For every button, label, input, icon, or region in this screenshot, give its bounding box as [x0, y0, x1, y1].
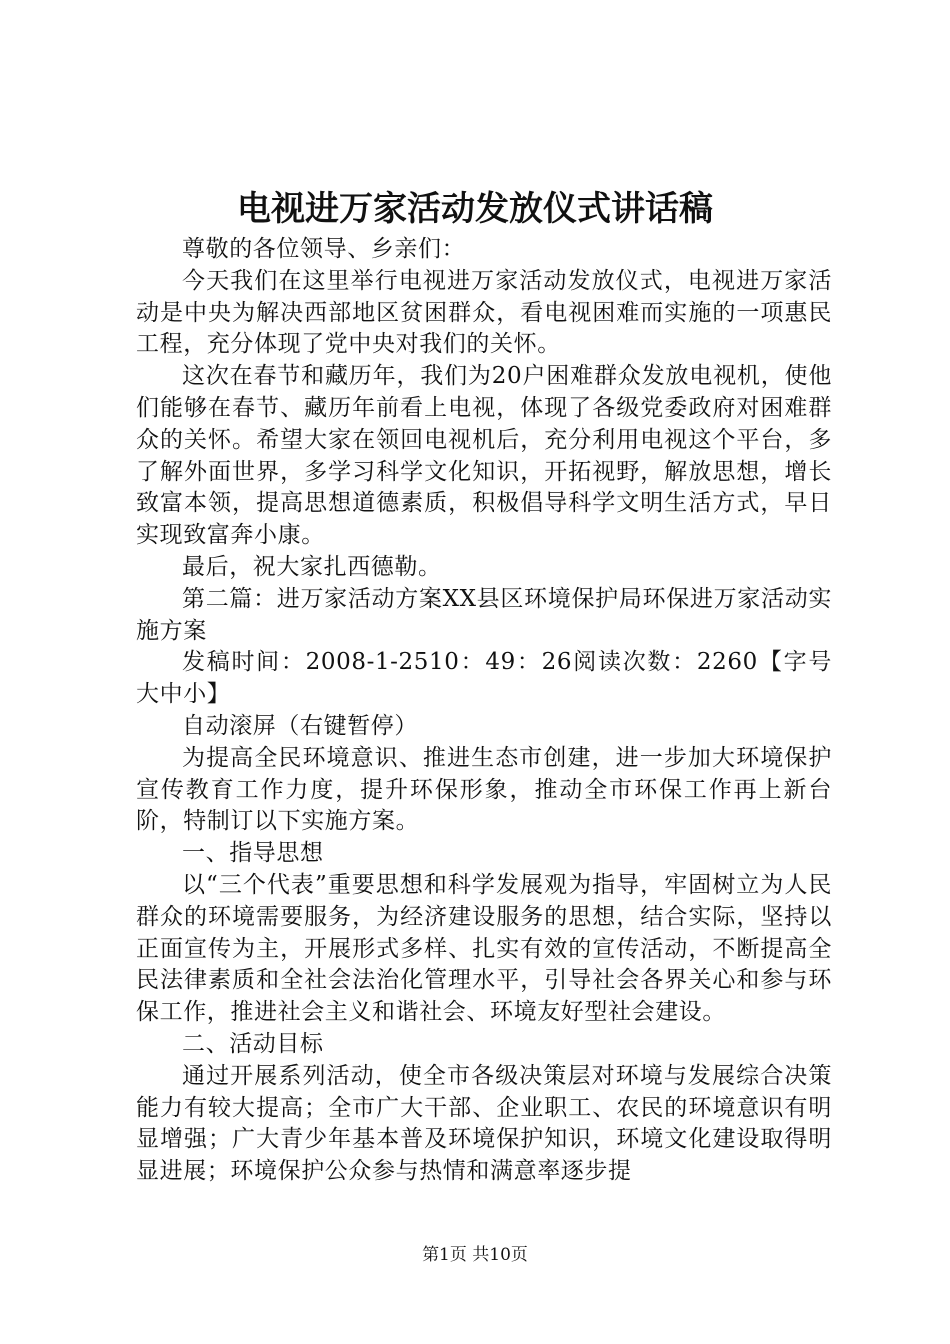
- document-body: [136, 234, 832, 1188]
- heading-activity-goals: 二、活动目标: [182, 1030, 324, 1057]
- paragraph-publish-info: 发稿时间：2008-1-2510：49：26阅读次数：2260【字号大中小】: [136, 649, 832, 708]
- heading-guiding-ideology: 一、指导思想: [182, 840, 324, 867]
- paragraph-intro: 今天我们在这里举行电视进万家活动发放仪式，电视进万家活动是中央为解决西部地区贫困群众，看电视困难而实施的一项惠民工程，充分体现了党中央对我们的关怀。: [136, 267, 832, 358]
- paragraph-closing: 最后，祝大家扎西德勒。: [182, 553, 442, 580]
- paragraph-guiding-ideology: 以“三个代表”重要思想和科学发展观为指导，牢固树立为人民群众的环境需要服务，为经济建设服务的思想，结合实际，坚持以正面宣传为主，开展形式多样、扎实有效的宣传活动，不断提高全民法律素质和全社会法治化管理水平，引导社会各界关心和参与环保工作，推进社会主义和谐社会、环境友好型社会建设。: [136, 871, 832, 1026]
- paragraph-activity-goals: 通过开展系列活动，使全市各级决策层对环境与发展综合决策能力有较大提高；全市广大干部、企业职工、农民的环境意识有明显增强；广大青少年基本普及环境保护知识，环境文化建设取得明显进展；环境保护公众参与热情和满意率逐步提: [136, 1062, 832, 1185]
- document-title: 电视进万家活动发放仪式讲话稿: [237, 189, 713, 229]
- paragraph-second-article-title: 第二篇：进万家活动方案XX县区环境保护局环保进万家活动实施方案: [136, 585, 832, 644]
- page-footer: 第1页 共10页: [422, 1245, 528, 1265]
- paragraph-auto-scroll: 自动滚屏（右键暂停）: [182, 712, 418, 739]
- paragraph-distribution: 这次在春节和藏历年，我们为20户困难群众发放电视机，使他们能够在春节、藏历年前看上电视，体现了各级党委政府对困难群众的关怀。希望大家在领回电视机后，充分利用电视这个平台，多了解外面世界，多学习科学文化知识，开拓视野，解放思想，增长致富本领，提高思想道德素质，积极倡导科学文明生活方式，早日实现致富奔小康。: [136, 363, 832, 549]
- paragraph-greeting: 尊敬的各位领导、乡亲们：: [182, 236, 466, 262]
- paragraph-purpose: 为提高全民环境意识、推进生态市创建，进一步加大环境保护宣传教育工作力度，提升环保形象，推动全市环保工作再上新台阶，特制订以下实施方案。: [136, 744, 832, 835]
